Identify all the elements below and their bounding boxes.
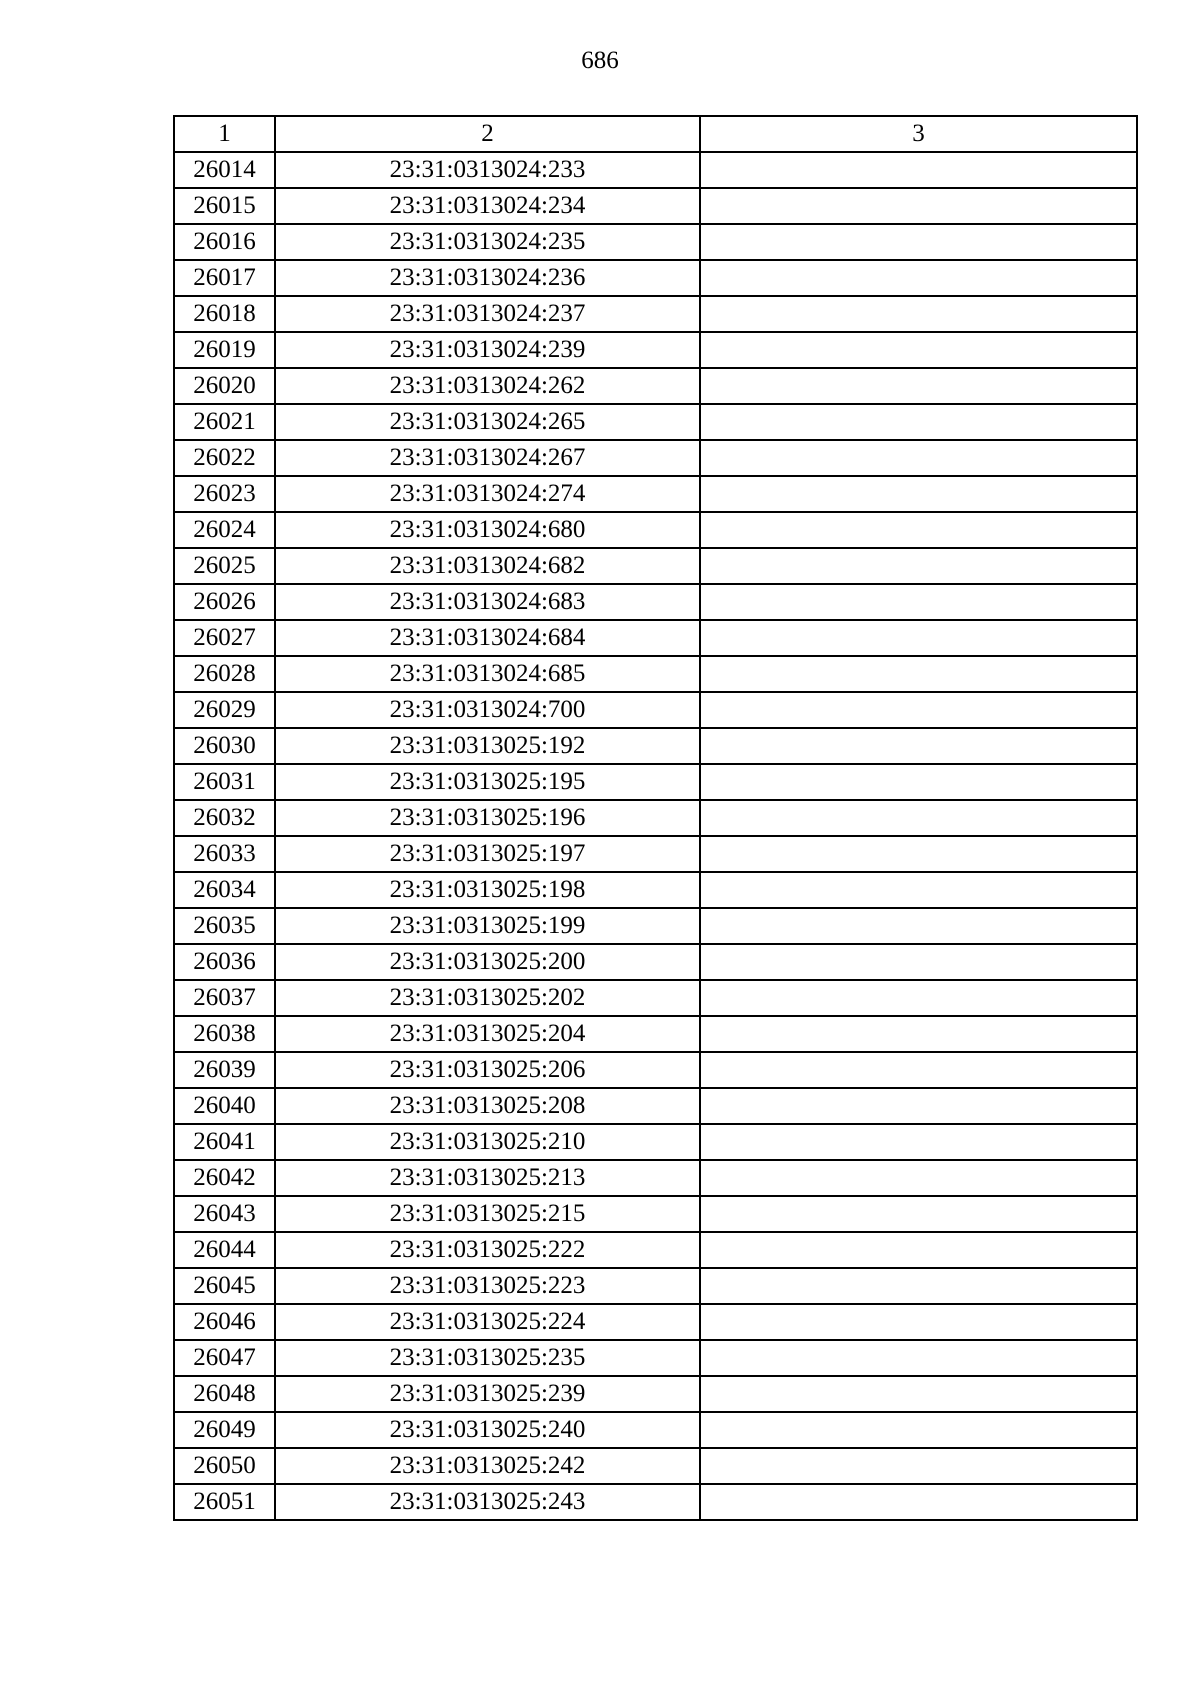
row-number-cell: 26015 (174, 188, 275, 224)
table-body (174, 152, 1137, 1520)
cadastral-number-cell: 23:31:0313025:215 (275, 1196, 700, 1232)
row-number-cell: 26048 (174, 1376, 275, 1412)
row-number-cell: 26019 (174, 332, 275, 368)
row-number-cell: 26042 (174, 1160, 275, 1196)
row-number-cell: 26051 (174, 1484, 275, 1520)
row-number-cell: 26047 (174, 1340, 275, 1376)
cadastral-number-cell: 23:31:0313024:267 (275, 440, 700, 476)
cadastral-number-cell: 23:31:0313025:223 (275, 1268, 700, 1304)
row-number-cell: 26030 (174, 728, 275, 764)
notes-cell (700, 1088, 1137, 1124)
cadastral-number-cell: 23:31:0313025:235 (275, 1340, 700, 1376)
row-number-cell: 26032 (174, 800, 275, 836)
notes-cell (700, 1340, 1137, 1376)
row-number-cell: 26018 (174, 296, 275, 332)
notes-cell (700, 764, 1137, 800)
notes-cell (700, 980, 1137, 1016)
column-header-3: 3 (700, 116, 1137, 152)
cadastral-number-cell: 23:31:0313024:683 (275, 584, 700, 620)
cadastral-number-cell: 23:31:0313025:204 (275, 1016, 700, 1052)
notes-cell (700, 260, 1137, 296)
row-number-cell: 26014 (174, 152, 275, 188)
cadastral-number-cell: 23:31:0313025:197 (275, 836, 700, 872)
table-row (174, 440, 1137, 476)
table-row (174, 188, 1137, 224)
table-row (174, 764, 1137, 800)
cadastral-number-cell: 23:31:0313024:233 (275, 152, 700, 188)
notes-cell (700, 476, 1137, 512)
notes-cell (700, 872, 1137, 908)
column-header-1: 1 (174, 116, 275, 152)
notes-cell (700, 368, 1137, 404)
table-row (174, 836, 1137, 872)
notes-cell (700, 440, 1137, 476)
row-number-cell: 26033 (174, 836, 275, 872)
row-number-cell: 26034 (174, 872, 275, 908)
notes-cell (700, 1268, 1137, 1304)
row-number-cell: 26023 (174, 476, 275, 512)
notes-cell (700, 1304, 1137, 1340)
cadastral-number-cell: 23:31:0313024:274 (275, 476, 700, 512)
cadastral-number-cell: 23:31:0313025:192 (275, 728, 700, 764)
table-row (174, 1124, 1137, 1160)
notes-cell (700, 1124, 1137, 1160)
row-number-cell: 26040 (174, 1088, 275, 1124)
row-number-cell: 26049 (174, 1412, 275, 1448)
table-row (174, 1268, 1137, 1304)
row-number-cell: 26037 (174, 980, 275, 1016)
row-number-cell: 26021 (174, 404, 275, 440)
table-row (174, 512, 1137, 548)
cadastral-number-cell: 23:31:0313025:213 (275, 1160, 700, 1196)
table-row (174, 1052, 1137, 1088)
cadastral-number-cell: 23:31:0313025:206 (275, 1052, 700, 1088)
notes-cell (700, 1376, 1137, 1412)
notes-cell (700, 1448, 1137, 1484)
row-number-cell: 26022 (174, 440, 275, 476)
cadastral-number-cell: 23:31:0313025:208 (275, 1088, 700, 1124)
row-number-cell: 26035 (174, 908, 275, 944)
table-row (174, 1232, 1137, 1268)
row-number-cell: 26039 (174, 1052, 275, 1088)
cadastral-number-cell: 23:31:0313025:243 (275, 1484, 700, 1520)
table-row (174, 224, 1137, 260)
cadastral-number-cell: 23:31:0313024:680 (275, 512, 700, 548)
table-row (174, 1016, 1137, 1052)
notes-cell (700, 620, 1137, 656)
notes-cell (700, 728, 1137, 764)
row-number-cell: 26020 (174, 368, 275, 404)
table-row (174, 800, 1137, 836)
row-number-cell: 26045 (174, 1268, 275, 1304)
cadastral-number-cell: 23:31:0313024:684 (275, 620, 700, 656)
table-row (174, 872, 1137, 908)
notes-cell (700, 512, 1137, 548)
table-row (174, 1340, 1137, 1376)
table-row (174, 1484, 1137, 1520)
notes-cell (700, 224, 1137, 260)
table-row (174, 980, 1137, 1016)
cadastral-number-cell: 23:31:0313024:236 (275, 260, 700, 296)
row-number-cell: 26046 (174, 1304, 275, 1340)
registry-table (173, 115, 1138, 1521)
column-header-2: 2 (275, 116, 700, 152)
row-number-cell: 26029 (174, 692, 275, 728)
row-number-cell: 26043 (174, 1196, 275, 1232)
cadastral-number-cell: 23:31:0313025:210 (275, 1124, 700, 1160)
notes-cell (700, 548, 1137, 584)
notes-cell (700, 692, 1137, 728)
row-number-cell: 26027 (174, 620, 275, 656)
cadastral-number-cell: 23:31:0313025:202 (275, 980, 700, 1016)
notes-cell (700, 1160, 1137, 1196)
notes-cell (700, 1412, 1137, 1448)
notes-cell (700, 1196, 1137, 1232)
cadastral-number-cell: 23:31:0313024:700 (275, 692, 700, 728)
cadastral-number-cell: 23:31:0313025:239 (275, 1376, 700, 1412)
table-row (174, 296, 1137, 332)
cadastral-number-cell: 23:31:0313025:198 (275, 872, 700, 908)
cadastral-number-cell: 23:31:0313024:682 (275, 548, 700, 584)
table-row (174, 1412, 1137, 1448)
table-row (174, 1160, 1137, 1196)
notes-cell (700, 944, 1137, 980)
cadastral-number-cell: 23:31:0313025:195 (275, 764, 700, 800)
table-row (174, 656, 1137, 692)
notes-cell (700, 152, 1137, 188)
cadastral-number-cell: 23:31:0313024:239 (275, 332, 700, 368)
row-number-cell: 26025 (174, 548, 275, 584)
notes-cell (700, 404, 1137, 440)
row-number-cell: 26044 (174, 1232, 275, 1268)
cadastral-number-cell: 23:31:0313024:235 (275, 224, 700, 260)
notes-cell (700, 1052, 1137, 1088)
table-row (174, 476, 1137, 512)
table-row (174, 1448, 1137, 1484)
notes-cell (700, 1484, 1137, 1520)
table-row (174, 1088, 1137, 1124)
table-row (174, 944, 1137, 980)
cadastral-number-cell: 23:31:0313024:262 (275, 368, 700, 404)
table-row (174, 908, 1137, 944)
table-row (174, 1376, 1137, 1412)
row-number-cell: 26017 (174, 260, 275, 296)
table-row (174, 548, 1137, 584)
table-row (174, 368, 1137, 404)
notes-cell (700, 296, 1137, 332)
table-row (174, 260, 1137, 296)
cadastral-number-cell: 23:31:0313025:224 (275, 1304, 700, 1340)
table-row (174, 332, 1137, 368)
cadastral-number-cell: 23:31:0313024:265 (275, 404, 700, 440)
table-row (174, 152, 1137, 188)
table-row (174, 584, 1137, 620)
row-number-cell: 26031 (174, 764, 275, 800)
notes-cell (700, 800, 1137, 836)
row-number-cell: 26016 (174, 224, 275, 260)
notes-cell (700, 1016, 1137, 1052)
notes-cell (700, 332, 1137, 368)
cadastral-number-cell: 23:31:0313025:199 (275, 908, 700, 944)
table-row (174, 1304, 1137, 1340)
cadastral-number-cell: 23:31:0313025:222 (275, 1232, 700, 1268)
table-row (174, 1196, 1137, 1232)
row-number-cell: 26028 (174, 656, 275, 692)
notes-cell (700, 908, 1137, 944)
row-number-cell: 26026 (174, 584, 275, 620)
cadastral-number-cell: 23:31:0313025:200 (275, 944, 700, 980)
notes-cell (700, 836, 1137, 872)
row-number-cell: 26041 (174, 1124, 275, 1160)
cadastral-number-cell: 23:31:0313025:242 (275, 1448, 700, 1484)
cadastral-number-cell: 23:31:0313025:196 (275, 800, 700, 836)
table-row (174, 404, 1137, 440)
table-row (174, 692, 1137, 728)
row-number-cell: 26036 (174, 944, 275, 980)
table-row (174, 728, 1137, 764)
page-number: 686 (581, 47, 619, 74)
row-number-cell: 26024 (174, 512, 275, 548)
notes-cell (700, 1232, 1137, 1268)
notes-cell (700, 584, 1137, 620)
row-number-cell: 26038 (174, 1016, 275, 1052)
notes-cell (700, 656, 1137, 692)
cadastral-number-cell: 23:31:0313024:234 (275, 188, 700, 224)
notes-cell (700, 188, 1137, 224)
cadastral-number-cell: 23:31:0313025:240 (275, 1412, 700, 1448)
cadastral-number-cell: 23:31:0313024:237 (275, 296, 700, 332)
table-header (174, 116, 1137, 152)
row-number-cell: 26050 (174, 1448, 275, 1484)
header-row (174, 116, 1137, 152)
table-row (174, 620, 1137, 656)
cadastral-number-cell: 23:31:0313024:685 (275, 656, 700, 692)
